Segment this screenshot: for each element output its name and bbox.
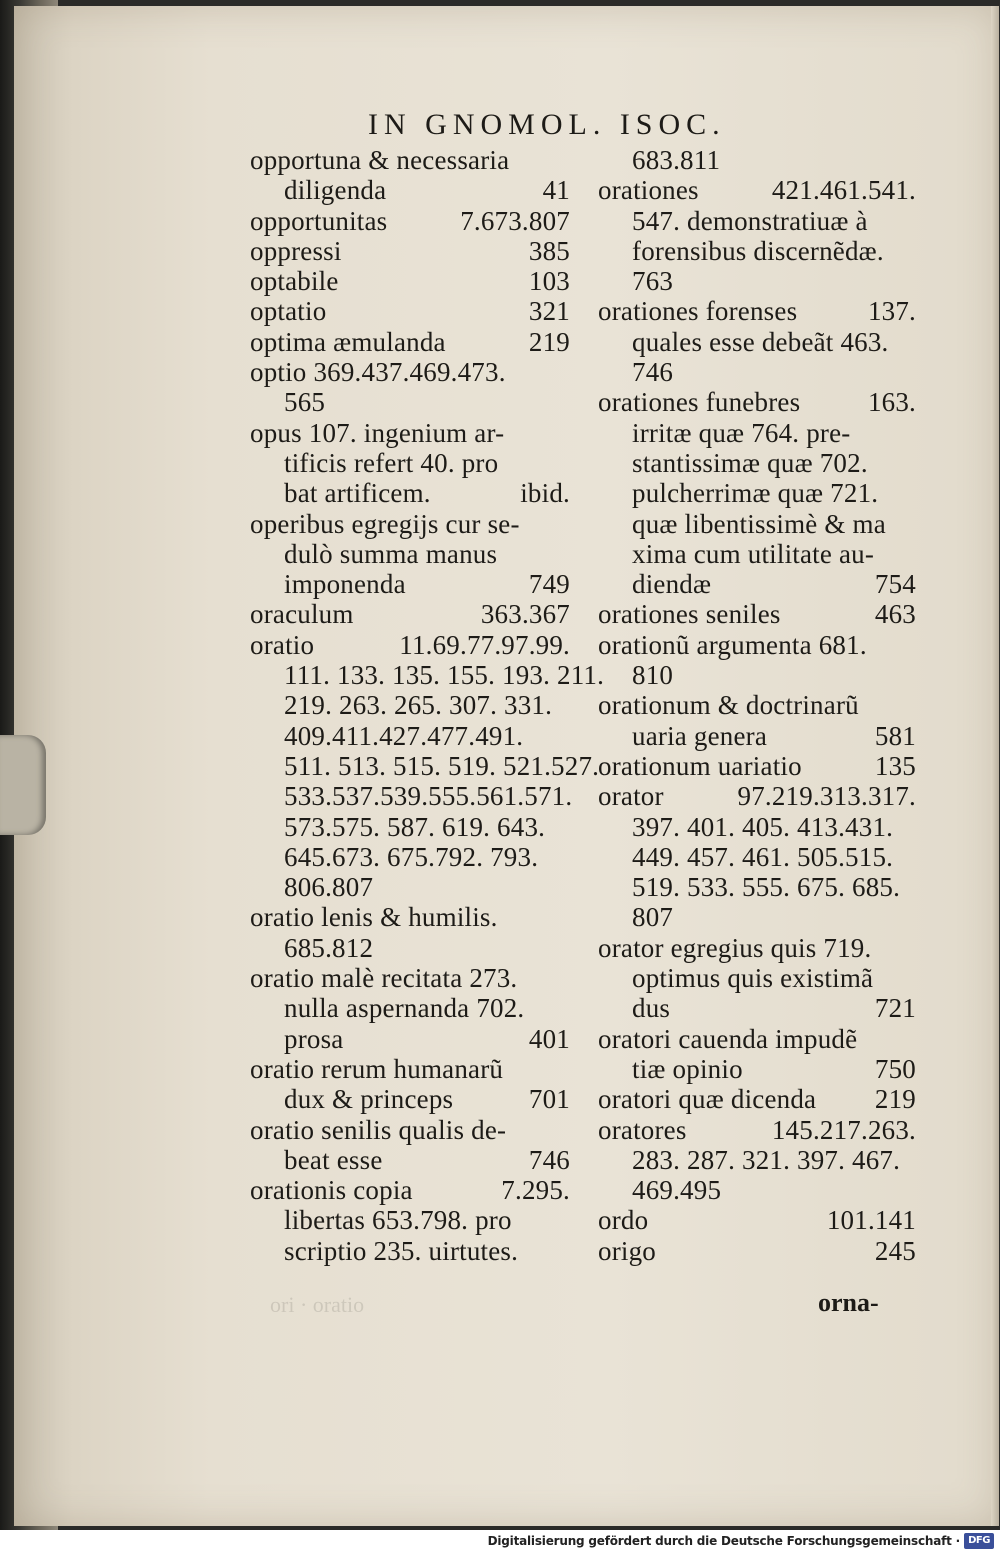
digitization-footer <box>0 1530 1000 1554</box>
index-entry-line <box>250 478 570 508</box>
index-entry-text: 533.537.539.555.561.571. <box>284 781 573 812</box>
dfg-logo-icon[interactable]: DFG <box>964 1533 994 1549</box>
index-entry-text: quæ libentissimè & ma <box>632 508 886 539</box>
index-entry-line <box>598 1084 916 1114</box>
index-entry-text: diendæ <box>632 569 712 600</box>
index-entry-line <box>598 751 916 781</box>
index-entry-text: 519. 533. 555. 675. 685. <box>632 872 901 903</box>
index-entry-line <box>250 569 570 599</box>
index-entry-line <box>598 902 916 932</box>
index-entry-line <box>598 1175 916 1205</box>
running-header: IN GNOMOL. ISOC. <box>368 108 726 141</box>
index-entry-text: orationum uariatio <box>598 750 802 781</box>
index-entry-page-ref: 421.461.541. <box>771 175 916 206</box>
index-entry-text: oratori cauenda impudẽ <box>598 1023 858 1054</box>
index-entry-line <box>598 327 916 357</box>
index-entry-line <box>250 175 570 205</box>
index-entry-page-ref: 401 <box>528 1023 570 1054</box>
index-entry-text: 547. demonstratiuæ à <box>632 205 868 236</box>
index-entry-line <box>598 1054 916 1084</box>
index-entry-page-ref: ibid. <box>520 478 570 509</box>
index-entry-line <box>598 1145 916 1175</box>
index-entry-page-ref: 41 <box>542 175 570 206</box>
index-entry-page-ref: 701 <box>528 1084 570 1115</box>
index-entry-line <box>598 569 916 599</box>
index-entry-page-ref: 135 <box>874 750 916 781</box>
index-entry-text: 409.411.427.477.491. <box>284 720 524 751</box>
index-entry-text: 511. 513. 515. 519. 521.527. <box>284 750 600 781</box>
index-entry-text: optio 369.437.469.473. <box>250 357 506 388</box>
index-entry-text: operibus egregijs cur se- <box>250 508 520 539</box>
index-entry-text: oratio rerum humanarũ <box>250 1053 504 1084</box>
index-entry-text: bat artificem. <box>284 478 431 509</box>
index-entry-line <box>250 1175 570 1205</box>
index-entry-text: prosa <box>284 1023 344 1054</box>
index-entry-line <box>250 1054 570 1084</box>
index-entry-page-ref: 11.69.77.97.99. <box>399 629 570 660</box>
index-entry-line <box>598 478 916 508</box>
index-entry-text: dus <box>632 993 671 1024</box>
index-entry-line <box>598 599 916 629</box>
index-entry-text: 283. 287. 321. 397. 467. <box>632 1144 901 1175</box>
index-entry-line <box>598 630 916 660</box>
index-entry-page-ref: 463 <box>874 599 916 630</box>
index-entry-page-ref: 749 <box>528 569 570 600</box>
index-entry-line <box>598 175 916 205</box>
index-entry-text: oratio malè recitata 273. <box>250 963 518 994</box>
index-column-left <box>250 145 605 1266</box>
index-entry-text: imponenda <box>284 569 406 600</box>
index-entry-text: 573.575. 587. 619. 643. <box>284 811 546 842</box>
index-entry-line <box>598 812 916 842</box>
index-entry-text: quales esse debeãt 463. <box>632 326 889 357</box>
index-entry-page-ref: 750 <box>874 1053 916 1084</box>
index-entry-text: orationes forenses <box>598 296 798 327</box>
index-entry-text: oppressi <box>250 235 342 266</box>
index-entry-page-ref: 219 <box>874 1084 916 1115</box>
index-entry-line <box>598 963 916 993</box>
index-entry-page-ref: 721 <box>874 993 916 1024</box>
index-entry-line <box>598 145 916 175</box>
index-entry-text: orator <box>598 781 664 812</box>
index-entry-line <box>598 1024 916 1054</box>
index-entry-line <box>598 236 916 266</box>
index-entry-line <box>250 750 600 781</box>
index-entry-line <box>250 357 570 387</box>
index-entry-text: 746 <box>632 357 674 388</box>
funding-credit: Digitalisierung gefördert durch die Deutsche Forschungsgemeinschaft · <box>487 1534 960 1548</box>
index-entry-text: forensibus discernẽdæ. <box>632 235 884 266</box>
index-entry-text: optatio <box>250 296 327 327</box>
index-entry-line <box>250 690 570 720</box>
index-entry-line <box>250 1145 570 1175</box>
index-entry-line <box>598 1205 916 1235</box>
index-entry-line <box>598 296 916 326</box>
index-entry-text: 807 <box>632 902 674 933</box>
index-entry-text: 645.673. 675.792. 793. <box>284 841 539 872</box>
index-entry-text: opportuna & necessaria <box>250 145 510 175</box>
index-entry-line <box>598 690 916 720</box>
index-entry-text: orationum & doctrinarũ <box>598 690 859 721</box>
index-entry-text: oratores <box>598 1114 687 1145</box>
index-entry-line <box>250 599 570 629</box>
index-entry-line <box>598 357 916 387</box>
index-entry-text: irritæ quæ 764. pre- <box>632 417 851 448</box>
index-entry-text: tiæ opinio <box>632 1053 743 1084</box>
index-entry-line <box>250 509 570 539</box>
index-entry-text: optabile <box>250 266 339 297</box>
index-entry-text: 219. 263. 265. 307. 331. <box>284 690 553 721</box>
index-entry-text: orationũ argumenta 681. <box>598 629 867 660</box>
index-entry-text: uaria genera <box>632 720 768 751</box>
index-entry-line <box>250 993 570 1023</box>
index-entry-text: opportunitas <box>250 205 388 236</box>
index-entry-text: ordo <box>598 1205 649 1236</box>
index-entry-page-ref: 219 <box>528 326 570 357</box>
index-entry-line <box>598 872 916 902</box>
index-entry-line <box>250 630 570 660</box>
index-entry-line <box>598 539 916 569</box>
index-entry-line <box>250 418 570 448</box>
index-entry-text: 449. 457. 461. 505.515. <box>632 841 894 872</box>
index-entry-line <box>598 781 916 811</box>
index-entry-text: orationes seniles <box>598 599 781 630</box>
index-entry-line <box>250 296 570 326</box>
index-entry-line <box>250 327 570 357</box>
index-entry-line <box>250 266 570 296</box>
bookmark-tab <box>0 735 46 835</box>
bleed-through-text: ori · oratio <box>270 1292 365 1317</box>
index-entry-line <box>250 781 573 812</box>
index-entry-page-ref: 746 <box>528 1144 570 1175</box>
index-entry-text: origo <box>598 1235 656 1266</box>
index-entry-text: optima æmulanda <box>250 326 446 357</box>
index-entry-line <box>250 963 570 993</box>
index-entry-line <box>598 1115 916 1145</box>
index-entry-text: diligenda <box>284 175 387 206</box>
index-entry-text: orationis copia <box>250 1175 413 1206</box>
index-entry-page-ref: 163. <box>867 387 916 418</box>
index-entry-text: nulla aspernanda 702. <box>284 993 525 1024</box>
index-entry-line <box>598 387 916 417</box>
index-entry-text: oratori quæ dicenda <box>598 1084 817 1115</box>
index-entry-page-ref: 103 <box>528 266 570 297</box>
index-entry-text: scriptio 235. uirtutes. <box>284 1235 519 1266</box>
index-entry-line <box>250 812 570 842</box>
index-entry-line <box>598 993 916 1023</box>
index-entry-page-ref: 363.367 <box>480 599 570 630</box>
index-entry-text: 683.811 <box>632 145 721 175</box>
index-entry-line <box>250 1205 570 1235</box>
index-entry-line <box>250 448 570 478</box>
index-entry-line <box>598 206 916 236</box>
index-entry-text: beat esse <box>284 1144 383 1175</box>
index-entry-page-ref: 137. <box>867 296 916 327</box>
index-entry-line <box>250 842 570 872</box>
index-entry-line <box>598 509 916 539</box>
index-entry-line <box>250 539 570 569</box>
index-entry-text: xima cum utilitate au- <box>632 538 875 569</box>
index-entry-text: opus 107. ingenium ar- <box>250 417 505 448</box>
index-entry-page-ref: 754 <box>874 569 916 600</box>
index-entry-line <box>250 206 570 236</box>
index-entry-page-ref: 7.673.807 <box>460 205 570 236</box>
index-entry-line <box>250 236 570 266</box>
index-entry-line <box>250 145 570 175</box>
index-entry-line <box>598 266 916 296</box>
index-entry-text: 806.807 <box>284 872 374 903</box>
index-entry-text: 810 <box>632 660 674 691</box>
index-entry-text: 469.495 <box>632 1175 722 1206</box>
index-entry-line <box>250 721 570 751</box>
index-entry-line <box>598 933 916 963</box>
index-entry-text: oraculum <box>250 599 354 630</box>
index-entry-line <box>598 721 916 751</box>
index-entry-text: oratio lenis & humilis. <box>250 902 498 933</box>
index-entry-text: orator egregius quis 719. <box>598 932 872 963</box>
index-entry-text: stantissimæ quæ 702. <box>632 447 868 478</box>
index-entry-page-ref: 145.217.263. <box>771 1114 916 1145</box>
index-entry-text: 685.812 <box>284 932 374 963</box>
index-entry-text: 763 <box>632 266 674 297</box>
index-entry-text: dulò summa manus <box>284 538 498 569</box>
index-entry-text: libertas 653.798. pro <box>284 1205 512 1236</box>
index-entry-text: 565 <box>284 387 326 418</box>
index-entry-text: 111. 133. 135. 155. 193. 211. <box>284 660 605 691</box>
index-entry-page-ref: 581 <box>874 720 916 751</box>
index-entry-line <box>250 1115 570 1145</box>
index-entry-text: pulcherrimæ quæ 721. <box>632 478 879 509</box>
index-entry-page-ref: 101.141 <box>826 1205 916 1236</box>
index-entry-line <box>250 1024 570 1054</box>
index-entry-line <box>598 842 916 872</box>
index-column-right <box>598 145 916 1266</box>
index-entry-line <box>598 448 916 478</box>
index-entry-page-ref: 321 <box>528 296 570 327</box>
index-entry-text: oratio senilis qualis de- <box>250 1114 507 1145</box>
index-entry-line <box>250 933 570 963</box>
page-edge <box>991 6 999 1526</box>
index-entry-text: dux & princeps <box>284 1084 454 1115</box>
index-entry-line <box>598 418 916 448</box>
index-entry-line <box>250 387 570 417</box>
index-entry-line <box>598 1236 916 1266</box>
index-entry-text: orationes <box>598 175 699 206</box>
index-entry-line <box>250 902 570 932</box>
catchword: orna- <box>818 1288 879 1317</box>
index-entry-text: orationes funebres <box>598 387 801 418</box>
index-entry-page-ref: 97.219.313.317. <box>737 781 916 812</box>
index-entry-line <box>250 660 605 691</box>
index-entry-line <box>250 872 570 902</box>
index-entry-text: optimus quis existimã <box>632 963 874 994</box>
index-entry-text: oratio <box>250 629 315 660</box>
index-entry-text: 397. 401. 405. 413.431. <box>632 811 894 842</box>
index-entry-line <box>250 1236 570 1266</box>
index-entry-line <box>598 660 916 690</box>
index-entry-page-ref: 7.295. <box>501 1175 570 1206</box>
index-entry-page-ref: 385 <box>528 235 570 266</box>
index-entry-page-ref: 245 <box>874 1235 916 1266</box>
index-entry-line <box>250 1084 570 1114</box>
index-entry-text: tificis refert 40. pro <box>284 447 499 478</box>
